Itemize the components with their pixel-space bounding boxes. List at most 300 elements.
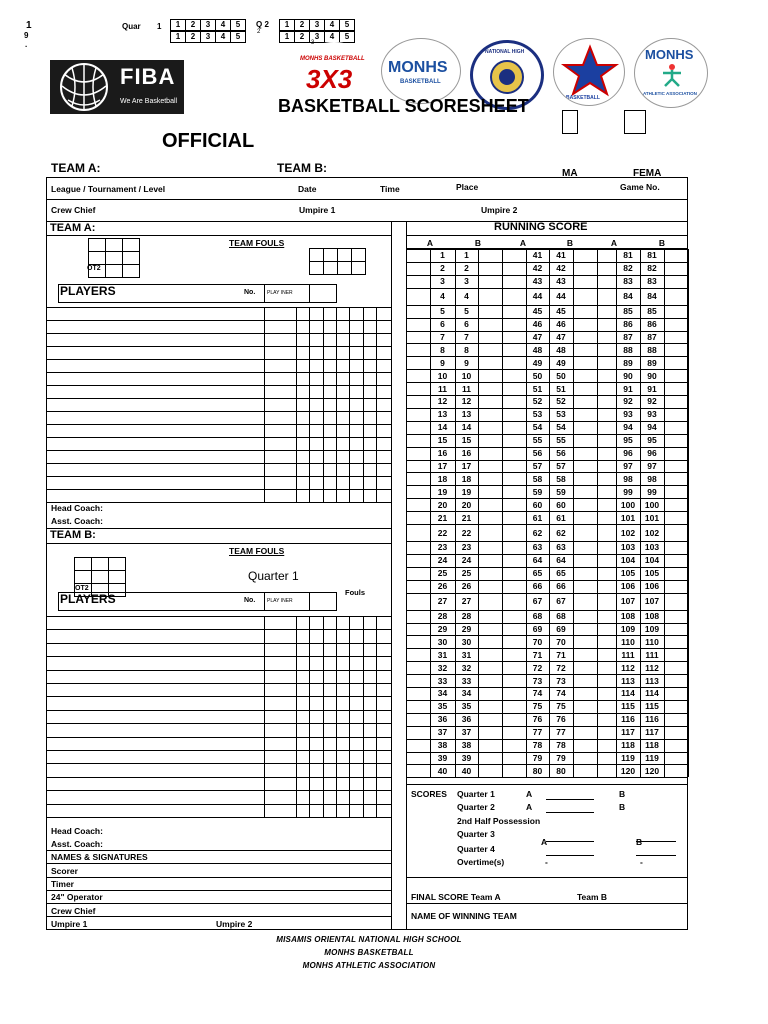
running-score-number[interactable]: 38 (461, 740, 472, 751)
team-a-foul-right-box[interactable] (309, 248, 324, 262)
running-score-number[interactable]: 59 (556, 486, 566, 497)
team-b-foul-box[interactable] (108, 570, 126, 584)
running-score-number[interactable]: 111 (621, 649, 635, 660)
running-score-number[interactable]: 33 (437, 675, 448, 686)
quarter1-cell[interactable]: 5 (230, 31, 246, 43)
running-score-number[interactable]: 42 (532, 263, 543, 274)
running-score-number[interactable]: 18 (437, 473, 448, 484)
running-score-number[interactable]: 33 (461, 675, 472, 686)
running-score-number[interactable]: 96 (623, 448, 633, 459)
running-score-number[interactable]: 29 (461, 623, 472, 634)
running-score-number[interactable]: 46 (556, 319, 566, 330)
running-score-number[interactable]: 83 (647, 276, 657, 287)
running-score-number[interactable]: 3 (464, 276, 469, 287)
running-score-number[interactable]: 14 (437, 422, 448, 433)
running-score-number[interactable]: 9 (464, 357, 469, 368)
quarter2-cell[interactable]: 1 (279, 31, 295, 43)
running-score-number[interactable]: 7 (464, 331, 469, 342)
running-score-number[interactable]: 103 (620, 542, 636, 553)
running-score-number[interactable]: 75 (532, 701, 543, 712)
running-score-number[interactable]: 68 (556, 611, 566, 622)
running-score-number[interactable]: 4 (440, 291, 445, 302)
running-score-number[interactable]: 79 (556, 752, 566, 763)
team-a-foul-right-box[interactable] (351, 261, 366, 275)
operator-label[interactable]: 24" Operator (51, 892, 103, 902)
running-score-number[interactable]: 103 (644, 542, 660, 553)
running-score-number[interactable]: 23 (461, 542, 472, 553)
running-score-number[interactable]: 2 (464, 263, 469, 274)
running-score-number[interactable]: 81 (623, 250, 633, 261)
running-score-number[interactable]: 47 (532, 331, 543, 342)
running-score-number[interactable]: 92 (623, 396, 633, 407)
running-score-number[interactable]: 26 (437, 581, 448, 592)
running-score-number[interactable]: 62 (556, 527, 566, 538)
running-score-number[interactable]: 32 (437, 662, 448, 673)
timer-label[interactable]: Timer (51, 879, 74, 889)
running-score-number[interactable]: 11 (462, 383, 471, 394)
running-score-number[interactable]: 104 (644, 555, 660, 566)
scorer-label[interactable]: Scorer (51, 866, 78, 876)
team-a-foul-right-box[interactable] (337, 261, 352, 275)
running-score-number[interactable]: 72 (532, 662, 543, 673)
running-score-number[interactable]: 114 (621, 688, 635, 699)
running-score-number[interactable]: 2 (440, 263, 445, 274)
q2-stack: 3 (311, 40, 315, 46)
team-b-foul-box[interactable] (91, 557, 109, 571)
running-score-number[interactable]: 6 (464, 319, 469, 330)
running-score-number[interactable]: 85 (623, 306, 633, 317)
running-score-number[interactable]: 101 (644, 512, 660, 523)
team-a-foul-right-box[interactable] (323, 261, 338, 275)
running-score-number[interactable]: 65 (532, 568, 543, 579)
running-score-number[interactable]: 116 (621, 714, 635, 725)
running-score-number[interactable]: 49 (556, 357, 566, 368)
running-score-number[interactable]: 113 (621, 675, 635, 686)
quarter2-cell[interactable]: 2 (294, 31, 310, 43)
quarter1-cell[interactable]: 2 (185, 19, 201, 31)
running-score-number[interactable]: 61 (556, 512, 566, 523)
running-score-number[interactable]: 47 (556, 331, 566, 342)
fiba-text: FIBA (120, 64, 176, 89)
running-score-number[interactable]: 48 (532, 344, 543, 355)
running-score-number[interactable]: 90 (647, 370, 657, 381)
running-score-number[interactable]: 10 (461, 370, 472, 381)
running-score-number[interactable]: 87 (647, 331, 657, 342)
running-score-number[interactable]: 110 (621, 636, 635, 647)
running-score-number[interactable]: 35 (437, 701, 448, 712)
running-score-number[interactable]: 94 (647, 422, 657, 433)
running-score-number[interactable]: 46 (532, 319, 543, 330)
running-score-number[interactable]: 40 (461, 765, 472, 776)
running-score-number[interactable]: 50 (556, 370, 566, 381)
running-score-number[interactable]: 76 (532, 714, 543, 725)
running-score-number[interactable]: 53 (556, 409, 566, 420)
running-score-number[interactable]: 16 (437, 448, 448, 459)
running-score-number[interactable]: 93 (647, 409, 657, 420)
running-score-number[interactable]: 118 (645, 740, 659, 751)
q1-a-line[interactable] (546, 799, 594, 800)
title-checkbox-1[interactable] (562, 110, 578, 134)
running-score-number[interactable]: 51 (556, 383, 566, 394)
q4-b-line[interactable] (636, 855, 676, 856)
running-score-number[interactable]: 28 (461, 611, 472, 622)
running-score-number[interactable]: 66 (556, 581, 566, 592)
team-a-foul-box[interactable] (105, 264, 123, 278)
running-score-number[interactable]: 102 (644, 527, 660, 538)
running-score-number[interactable]: 84 (647, 291, 657, 302)
running-score-number[interactable]: 9 (440, 357, 445, 368)
running-score-number[interactable]: 95 (623, 435, 633, 446)
running-score-number[interactable]: 120 (620, 765, 636, 776)
running-score-number[interactable]: 25 (461, 568, 472, 579)
running-score-number[interactable]: 45 (532, 306, 543, 317)
running-score-number[interactable]: 84 (623, 291, 633, 302)
running-score-number[interactable]: 59 (532, 486, 543, 497)
running-score-number[interactable]: 108 (620, 611, 636, 622)
running-score-number[interactable]: 86 (623, 319, 633, 330)
running-score-number[interactable]: 75 (556, 701, 566, 712)
running-score-number[interactable]: 110 (645, 636, 659, 647)
running-score-number[interactable]: 95 (647, 435, 657, 446)
running-score-number[interactable]: 1 (464, 250, 469, 261)
running-score-number[interactable]: 77 (556, 727, 566, 738)
team-b-foul-box[interactable] (108, 557, 126, 571)
q3-a-line[interactable] (546, 841, 594, 842)
running-score-number[interactable]: 35 (461, 701, 472, 712)
sig-umpire2-label[interactable]: Umpire 2 (216, 919, 253, 929)
running-score-number[interactable]: 82 (647, 263, 657, 274)
running-score-number[interactable]: 88 (647, 344, 657, 355)
running-score-number[interactable]: 83 (623, 276, 633, 287)
running-score-number[interactable]: 40 (437, 765, 448, 776)
team-a-foul-box[interactable] (122, 264, 140, 278)
running-score-number[interactable]: 56 (556, 448, 566, 459)
running-score-number[interactable]: 10 (437, 370, 448, 381)
running-score-number[interactable]: 45 (556, 306, 566, 317)
running-score-number[interactable]: 7 (440, 331, 445, 342)
running-score-number[interactable]: 91 (647, 383, 657, 394)
running-score-number[interactable]: 29 (437, 623, 448, 634)
running-score-number[interactable]: 23 (437, 542, 448, 553)
quarter1-cell[interactable]: 4 (215, 31, 231, 43)
running-score-number[interactable]: 3 (440, 276, 445, 287)
running-score-number[interactable]: 73 (556, 675, 566, 686)
running-score-number[interactable]: 43 (532, 276, 543, 287)
quarter2-cell[interactable]: 1 (279, 19, 295, 31)
running-score-number[interactable]: 25 (437, 568, 448, 579)
running-score-number[interactable]: 34 (437, 688, 448, 699)
running-score-number[interactable]: 112 (645, 662, 659, 673)
team-a-foul-right-box[interactable] (337, 248, 352, 262)
running-score-number[interactable]: 67 (556, 596, 566, 607)
sig-crew-chief-label[interactable]: Crew Chief (51, 906, 96, 916)
running-score-number[interactable]: 13 (461, 409, 472, 420)
running-score-number[interactable]: 65 (556, 568, 566, 579)
running-score-number[interactable]: 81 (647, 250, 657, 261)
running-score-number[interactable]: 63 (532, 542, 543, 553)
running-score-number[interactable]: 108 (644, 611, 660, 622)
running-score-number[interactable]: 48 (556, 344, 566, 355)
running-score-number[interactable]: 57 (556, 460, 566, 471)
running-score-number[interactable]: 115 (645, 701, 659, 712)
running-score-number[interactable]: 8 (440, 344, 445, 355)
quarter1-cell[interactable]: 3 (200, 19, 216, 31)
running-score-number[interactable]: 80 (556, 765, 566, 776)
running-score-number[interactable]: 36 (437, 714, 448, 725)
running-score-number[interactable]: 72 (556, 662, 566, 673)
running-score-number[interactable]: 64 (556, 555, 566, 566)
q3-b-line[interactable] (636, 841, 676, 842)
running-score-number[interactable]: 28 (437, 611, 448, 622)
running-score-number[interactable]: 51 (532, 383, 543, 394)
running-score-number[interactable]: 15 (437, 435, 448, 446)
running-score-number[interactable]: 42 (556, 263, 566, 274)
running-score-number[interactable]: 112 (621, 662, 635, 673)
running-score-number[interactable]: 119 (645, 752, 659, 763)
running-score-number[interactable]: 52 (556, 396, 566, 407)
team-a-foul-right-box[interactable] (351, 248, 366, 262)
running-score-number[interactable]: 107 (620, 596, 636, 607)
running-score-number[interactable]: 53 (532, 409, 543, 420)
running-score-number[interactable]: 111 (645, 649, 659, 660)
running-score-number[interactable]: 113 (645, 675, 659, 686)
running-score-number[interactable]: 17 (461, 460, 472, 471)
running-score-number[interactable]: 63 (556, 542, 566, 553)
running-score-number[interactable]: 97 (623, 460, 633, 471)
quarter1-cell[interactable]: 1 (170, 19, 186, 31)
running-score-number[interactable]: 105 (620, 568, 636, 579)
running-score-number[interactable]: 78 (532, 740, 543, 751)
running-score-number[interactable]: 54 (556, 422, 566, 433)
sig-umpire1-label[interactable]: Umpire 1 (51, 919, 88, 929)
running-score-number[interactable]: 49 (532, 357, 543, 368)
running-score-number[interactable]: 37 (461, 727, 472, 738)
running-score-number[interactable]: 70 (556, 636, 566, 647)
running-score-number[interactable]: 78 (556, 740, 566, 751)
running-score-number[interactable]: 16 (461, 448, 472, 459)
running-score-number[interactable]: 62 (532, 527, 543, 538)
running-score-number[interactable]: 22 (437, 527, 448, 538)
running-score-number[interactable]: 57 (532, 460, 543, 471)
quarter1-cell[interactable]: 4 (215, 19, 231, 31)
running-score-number[interactable]: 21 (461, 512, 472, 523)
running-score-number[interactable]: 13 (437, 409, 448, 420)
team-a-foul-box[interactable] (105, 238, 123, 252)
running-score-number[interactable]: 18 (461, 473, 472, 484)
running-score-number[interactable]: 76 (556, 714, 566, 725)
running-score-number[interactable]: 39 (437, 752, 448, 763)
running-score-number[interactable]: 119 (621, 752, 635, 763)
running-score-number[interactable]: 79 (532, 752, 543, 763)
running-score-number[interactable]: 96 (647, 448, 657, 459)
running-score-number[interactable]: 38 (437, 740, 448, 751)
running-score-number[interactable]: 64 (532, 555, 543, 566)
q4-a-line[interactable] (546, 855, 594, 856)
running-score-number[interactable]: 66 (532, 581, 543, 592)
running-score-number[interactable]: 22 (461, 527, 472, 538)
running-score-number[interactable]: 14 (461, 422, 472, 433)
quarter1-cell[interactable]: 3 (200, 31, 216, 43)
team-a-foul-right-box[interactable] (323, 248, 338, 262)
running-score-number[interactable]: 32 (461, 662, 472, 673)
running-score-number[interactable]: 11 (438, 383, 447, 394)
running-score-number[interactable]: 8 (464, 344, 469, 355)
team-a-foul-box[interactable] (105, 251, 123, 265)
running-score-number[interactable]: 30 (437, 636, 448, 647)
running-score-number[interactable]: 80 (532, 765, 543, 776)
quarter2-cell[interactable]: 2 (294, 19, 310, 31)
running-score-number[interactable]: 100 (620, 499, 636, 510)
running-score-number[interactable]: 37 (437, 727, 448, 738)
running-score-number[interactable]: 90 (623, 370, 633, 381)
running-score-number[interactable]: 6 (440, 319, 445, 330)
quarter1-cell[interactable]: 2 (185, 31, 201, 43)
running-score-number[interactable]: 26 (461, 581, 472, 592)
running-score-number[interactable]: 91 (623, 383, 633, 394)
running-score-number[interactable]: 60 (532, 499, 543, 510)
running-score-number[interactable]: 30 (461, 636, 472, 647)
running-score-number[interactable]: 50 (532, 370, 543, 381)
running-score-number[interactable]: 101 (620, 512, 636, 523)
running-score-number[interactable]: 60 (556, 499, 566, 510)
quarter1-cell[interactable]: 1 (170, 31, 186, 43)
running-score-number[interactable]: 19 (461, 486, 472, 497)
running-score-number[interactable]: 85 (647, 306, 657, 317)
running-score-number[interactable]: 77 (532, 727, 543, 738)
running-score-number[interactable]: 120 (644, 765, 660, 776)
running-score-number[interactable]: 109 (620, 623, 636, 634)
running-score-number[interactable]: 106 (620, 581, 636, 592)
team-b-foul-box[interactable] (74, 570, 92, 584)
quarter2-cell[interactable]: 5 (339, 31, 355, 43)
running-score-number[interactable]: 61 (532, 512, 543, 523)
running-score-number[interactable]: 71 (556, 649, 566, 660)
running-score-number[interactable]: 56 (532, 448, 543, 459)
running-score-number[interactable]: 21 (437, 512, 448, 523)
running-score-number[interactable]: 58 (532, 473, 543, 484)
running-score-number[interactable]: 41 (532, 250, 543, 261)
running-score-number[interactable]: 36 (461, 714, 472, 725)
running-score-number[interactable]: 100 (644, 499, 660, 510)
running-score-number[interactable]: 44 (556, 291, 566, 302)
team-a-foul-box[interactable] (88, 238, 106, 252)
running-score-number[interactable]: 44 (532, 291, 543, 302)
running-score-number[interactable]: 69 (532, 623, 543, 634)
running-score-number[interactable]: 69 (556, 623, 566, 634)
running-score-number[interactable]: 92 (647, 396, 657, 407)
team-b-foul-box[interactable] (91, 570, 109, 584)
running-score-number[interactable]: 31 (461, 649, 472, 660)
team-a-foul-right-box[interactable] (309, 261, 324, 275)
running-score-number[interactable]: 106 (644, 581, 660, 592)
running-score-number[interactable]: 27 (437, 596, 448, 607)
running-score-number[interactable]: 24 (461, 555, 472, 566)
quarter2-cell[interactable]: 3 (309, 19, 325, 31)
running-score-number[interactable]: 89 (623, 357, 633, 368)
running-score-number[interactable]: 98 (647, 473, 657, 484)
running-score-number[interactable]: 115 (621, 701, 635, 712)
running-score-number[interactable]: 58 (556, 473, 566, 484)
running-score-number[interactable]: 98 (623, 473, 633, 484)
running-score-number[interactable]: 117 (645, 727, 659, 738)
running-score-number[interactable]: 68 (532, 611, 543, 622)
running-score-number[interactable]: 87 (623, 331, 633, 342)
running-score-number[interactable]: 27 (461, 596, 472, 607)
running-score-number[interactable]: 1 (440, 250, 445, 261)
running-score-number[interactable]: 93 (623, 409, 633, 420)
running-score-number[interactable]: 19 (437, 486, 448, 497)
running-score-number[interactable]: 97 (647, 460, 657, 471)
quarter2-cell[interactable]: 5 (339, 19, 355, 31)
running-score-number[interactable]: 114 (645, 688, 659, 699)
team-a-foul-box[interactable] (122, 251, 140, 265)
q2-a-line[interactable] (546, 812, 594, 813)
running-score-number[interactable]: 52 (532, 396, 543, 407)
quarter2-cell[interactable]: 4 (324, 19, 340, 31)
running-score-number[interactable]: 17 (437, 460, 448, 471)
running-score-number[interactable]: 99 (623, 486, 633, 497)
running-score-number[interactable]: 89 (647, 357, 657, 368)
running-score-number[interactable]: 117 (621, 727, 635, 738)
running-score-number[interactable]: 55 (532, 435, 543, 446)
team-b-player-row-line (46, 777, 391, 778)
running-score-number[interactable]: 99 (647, 486, 657, 497)
running-score-number[interactable]: 4 (464, 291, 469, 302)
running-score-number[interactable]: 15 (461, 435, 472, 446)
running-score-number[interactable]: 54 (532, 422, 543, 433)
running-score-number[interactable]: 104 (620, 555, 636, 566)
running-score-number[interactable]: 94 (623, 422, 633, 433)
running-score-number[interactable]: 24 (437, 555, 448, 566)
running-score-number[interactable]: 12 (437, 396, 448, 407)
running-score-number[interactable]: 109 (644, 623, 660, 634)
running-score-number[interactable]: 116 (645, 714, 659, 725)
running-score-number[interactable]: 67 (532, 596, 543, 607)
running-score-number[interactable]: 39 (461, 752, 472, 763)
running-score-number[interactable]: 73 (532, 675, 543, 686)
running-score-number[interactable]: 5 (440, 306, 445, 317)
running-score-number[interactable]: 107 (644, 596, 660, 607)
running-score-number[interactable]: 20 (461, 499, 472, 510)
running-score-number[interactable]: 20 (437, 499, 448, 510)
running-score-number[interactable]: 86 (647, 319, 657, 330)
running-score-number[interactable]: 34 (461, 688, 472, 699)
running-score-number[interactable]: 118 (621, 740, 635, 751)
title-checkbox-2[interactable] (624, 110, 646, 134)
running-score-number[interactable]: 31 (437, 649, 448, 660)
team-a-foul-box[interactable] (88, 251, 106, 265)
running-score-number[interactable]: 55 (556, 435, 566, 446)
running-score-number[interactable]: 12 (461, 396, 472, 407)
running-score-number[interactable]: 71 (532, 649, 543, 660)
team-a-player-row-line (46, 411, 391, 412)
running-score-number[interactable]: 5 (464, 306, 469, 317)
running-score-number[interactable]: 74 (556, 688, 566, 699)
running-score-number[interactable]: 70 (532, 636, 543, 647)
running-score-number[interactable]: 105 (644, 568, 660, 579)
team-a-foul-box[interactable] (122, 238, 140, 252)
running-score-number[interactable]: 74 (532, 688, 543, 699)
quarter1-cell[interactable]: 5 (230, 19, 246, 31)
quarter2-cell[interactable]: 3 (309, 31, 325, 43)
running-score-number[interactable]: 88 (623, 344, 633, 355)
running-score-number[interactable]: 41 (556, 250, 566, 261)
running-score-number[interactable]: 102 (620, 527, 636, 538)
running-score-number[interactable]: 82 (623, 263, 633, 274)
team-b-foul-box[interactable] (74, 557, 92, 571)
running-score-number[interactable]: 43 (556, 276, 566, 287)
quarter2-cell[interactable]: 4 (324, 31, 340, 43)
